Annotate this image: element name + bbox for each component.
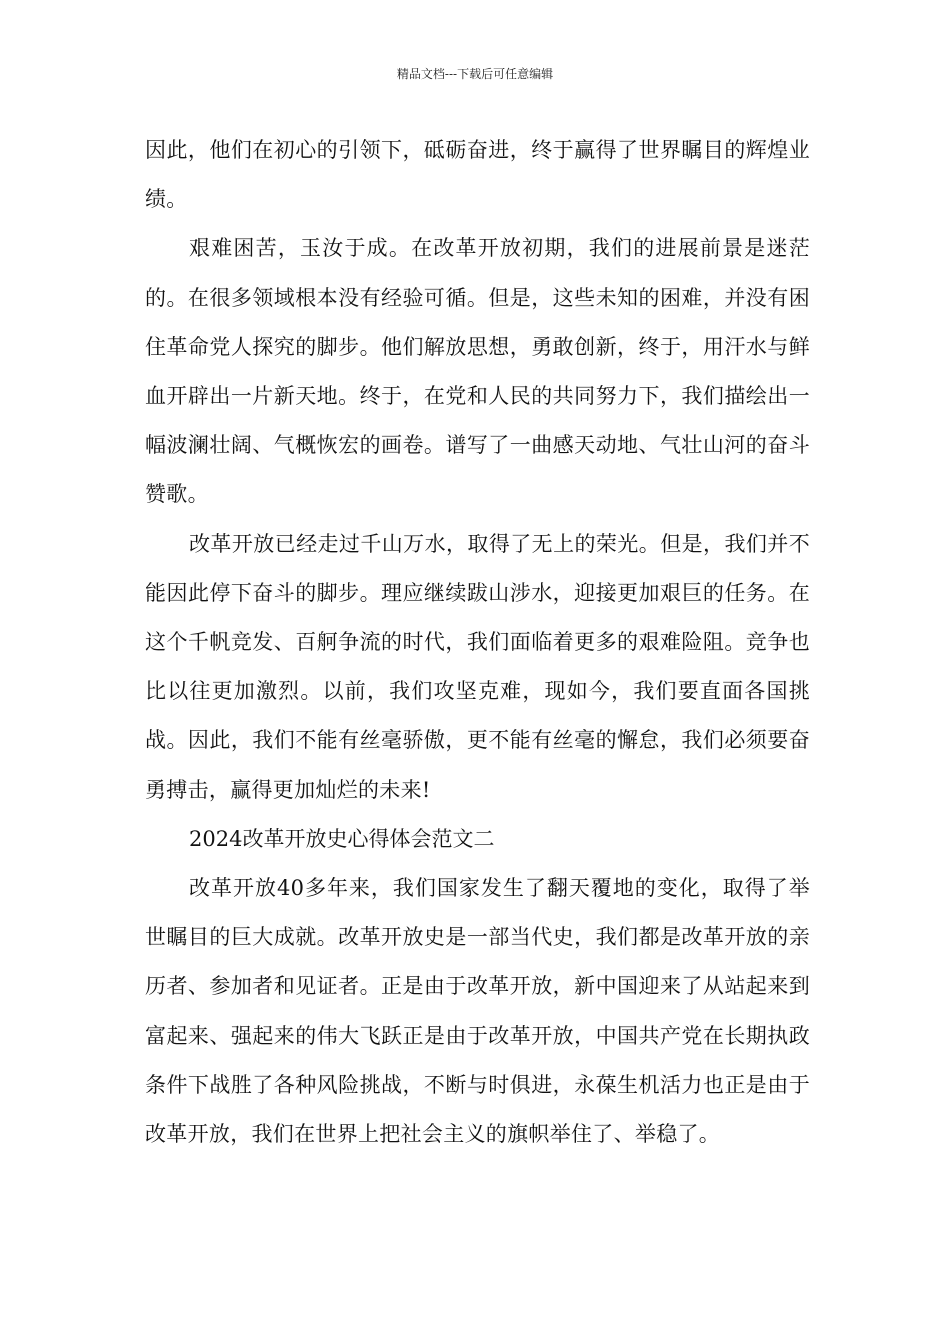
paragraph-4: 改革开放40多年来，我们国家发生了翻天覆地的变化，取得了举世瞩目的巨大成就。改革开放史是一部当代史，我们都是改革开放的亲历者、参加者和见证者。正是由于改革开放，新中国迎来了从站起来到富起来、强起来的伟大飞跃正是由于改革开放，中国共产党在长期执政条件下战胜了各种风险挑战，不断与时俱进，永葆生机活力也正是由于改革开放，我们在世界上把社会主义的旗帜举住了、举稳了。 (145, 876, 810, 1147)
paragraph-2: 艰难困苦，玉汝于成。在改革开放初期，我们的进展前景是迷茫的。在很多领域根本没有经验可循。但是，这些未知的困难，并没有困住革命党人探究的脚步。他们解放思想，勇敢创新，终于，用汗水与鲜血开辟出一片新天地。终于，在党和人民的共同努力下，我们描绘出一幅波澜壮阔、气概恢宏的画卷。谱写了一曲感天动地、气壮山河的奋斗赞歌。 (145, 236, 810, 507)
document-body (145, 126, 810, 1159)
section-heading: 2024改革开放史心得体会范文二 (189, 826, 495, 851)
paragraph-3: 改革开放已经走过千山万水，取得了无上的荣光。但是，我们并不能因此停下奋斗的脚步。理应继续跋山涉水，迎接更加艰巨的任务。在这个千帆竞发、百舸争流的时代，我们面临着更多的艰难险阻。竞争也比以往更加激烈。以前，我们攻坚克难，现如今，我们要直面各国挑战。因此，我们不能有丝毫骄傲，更不能有丝毫的懈怠，我们必须要奋勇搏击，赢得更加灿烂的未来! (145, 531, 810, 802)
page-header: 精品文档---下载后可任意编辑 (396, 67, 554, 81)
paragraph-1: 因此，他们在初心的引领下，砥砺奋进，终于赢得了世界瞩目的辉煌业绩。 (145, 138, 810, 212)
